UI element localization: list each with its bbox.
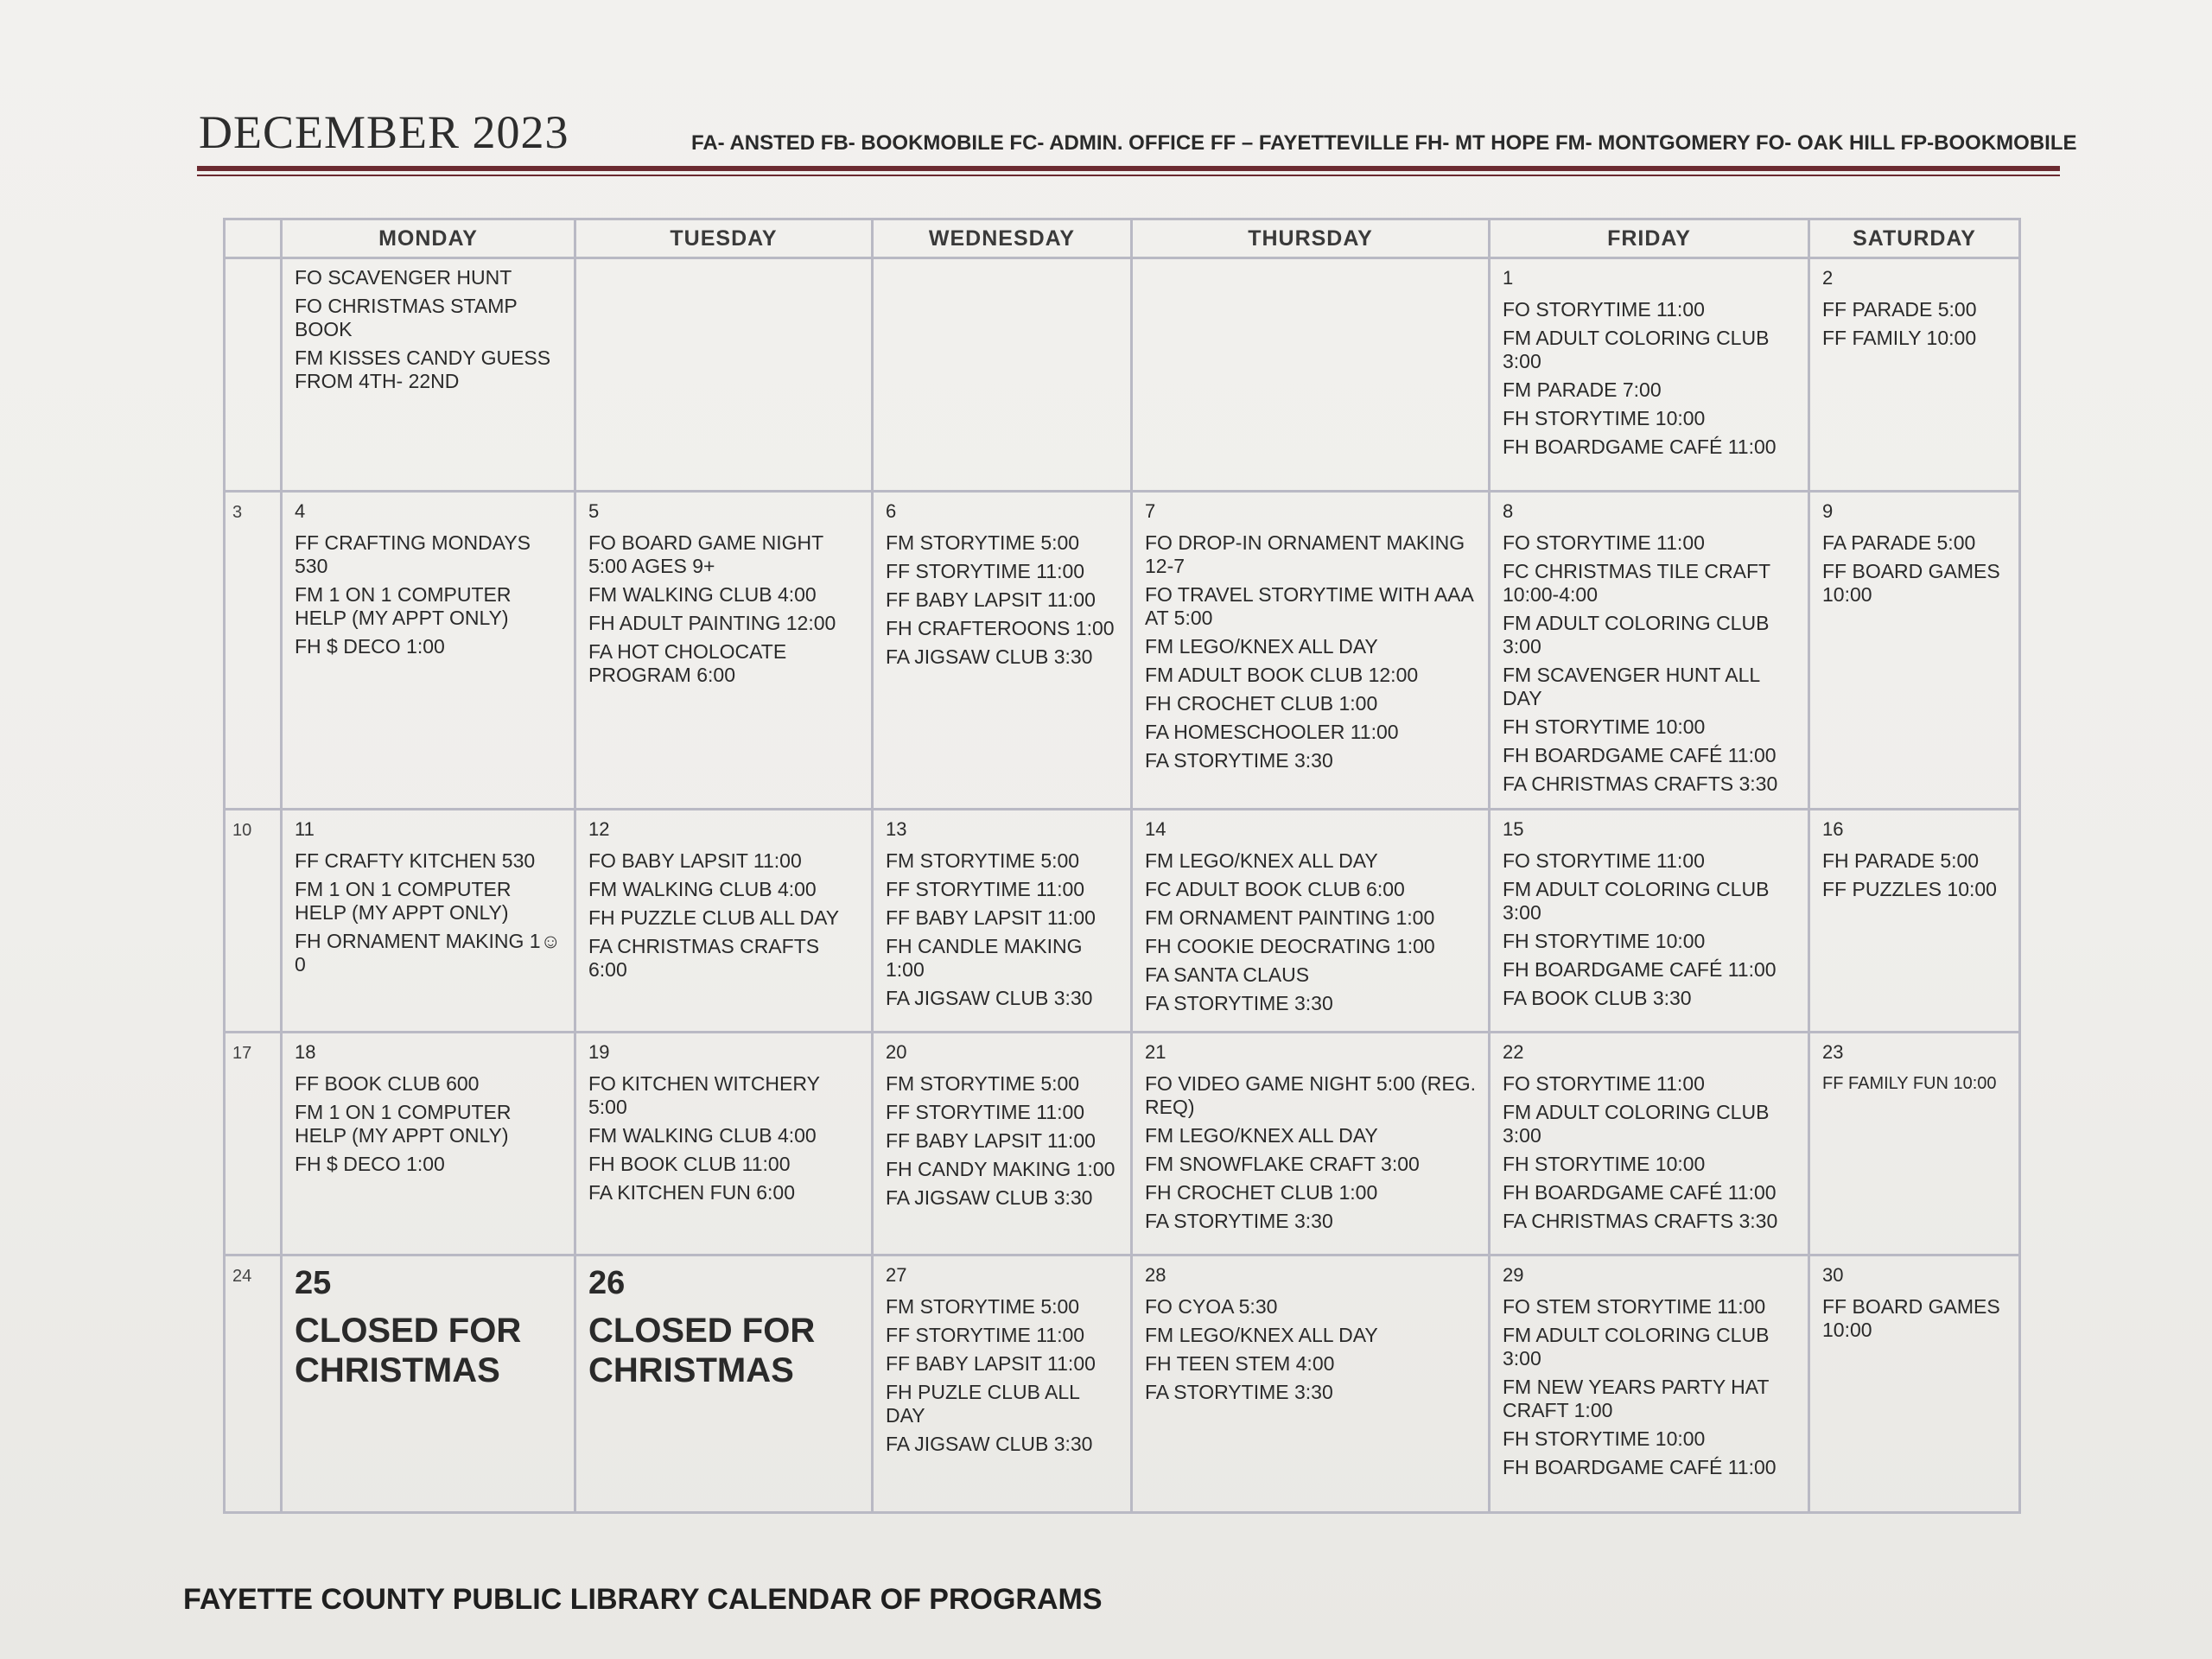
date-number: 13 xyxy=(886,818,907,840)
day-cell-fri xyxy=(1490,258,1809,492)
program-event: FF FAMILY 10:00 xyxy=(1822,327,1977,349)
program-event: FM LEGO/KNEX ALL DAY xyxy=(1145,849,1378,872)
date-number: 15 xyxy=(1503,818,1524,840)
date-number: 22 xyxy=(1503,1041,1524,1063)
program-event: FA CHRISTMAS CRAFTS 3:30 xyxy=(1503,1210,1778,1232)
program-event: FH PUZLE CLUB ALL DAY xyxy=(886,1381,1080,1427)
date-number: 30 xyxy=(1822,1264,1844,1286)
date-number: 12 xyxy=(588,818,610,840)
day-cell-fri xyxy=(1490,810,1809,1033)
program-event: FF BOOK CLUB 600 xyxy=(295,1072,480,1095)
date-number: 23 xyxy=(1822,1041,1844,1063)
sunday-cell xyxy=(225,1033,282,1255)
program-event: FH PUZZLE CLUB ALL DAY xyxy=(588,906,840,929)
date-number: 28 xyxy=(1145,1264,1166,1286)
program-event: FH BOARDGAME CAFÉ 11:00 xyxy=(1503,435,1777,458)
day-header: FRIDAY xyxy=(1490,219,1809,258)
sunday-date: 3 xyxy=(232,503,243,522)
day-cell-mon xyxy=(282,1033,575,1255)
program-event: FH $ DECO 1:00 xyxy=(295,1153,445,1175)
day-cell-mon xyxy=(282,810,575,1033)
program-event: FM NEW YEARS PARTY HAT CRAFT 1:00 xyxy=(1503,1376,1770,1421)
date-number: 19 xyxy=(588,1041,610,1063)
program-event: FF PUZZLES 10:00 xyxy=(1822,878,1997,900)
program-event: FO STEM STORYTIME 11:00 xyxy=(1503,1295,1766,1318)
program-event: FM ADULT COLORING CLUB 3:00 xyxy=(1503,878,1770,924)
closed-notice: CLOSED FOR CHRISTMAS xyxy=(295,1312,522,1389)
program-event: FM 1 ON 1 COMPUTER HELP (MY APPT ONLY) xyxy=(295,583,512,629)
program-event: FH CROCHET CLUB 1:00 xyxy=(1145,1181,1378,1204)
program-event: FA JIGSAW CLUB 3:30 xyxy=(886,1433,1093,1455)
header-rule-thin xyxy=(197,175,2060,176)
program-event: FH STORYTIME 10:00 xyxy=(1503,930,1706,952)
date-number: 9 xyxy=(1822,500,1834,522)
day-cell-wed xyxy=(873,810,1132,1033)
day-cell-mon xyxy=(282,258,575,492)
day-cell-mon xyxy=(282,492,575,810)
program-event: FM LEGO/KNEX ALL DAY xyxy=(1145,1124,1378,1147)
program-event: FA JIGSAW CLUB 3:30 xyxy=(886,1186,1093,1209)
program-event: FH ORNAMENT MAKING 1☺0 xyxy=(295,930,562,976)
program-event: FA BOOK CLUB 3:30 xyxy=(1503,987,1692,1009)
calendar-title: DECEMBER 2023 xyxy=(199,106,569,158)
program-event: FM ADULT BOOK CLUB 12:00 xyxy=(1145,664,1419,686)
date-number: 1 xyxy=(1503,267,1514,289)
program-event: FO SCAVENGER HUNT xyxy=(295,266,512,289)
program-event: FF STORYTIME 11:00 xyxy=(886,878,1085,900)
program-event: FF CRAFTY KITCHEN 530 xyxy=(295,849,536,872)
date-number: 11 xyxy=(295,818,315,840)
program-event: FO BOARD GAME NIGHT 5:00 AGES 9+ xyxy=(588,531,823,577)
program-event: FO DROP-IN ORNAMENT MAKING 12-7 xyxy=(1145,531,1465,577)
program-event: FM ADULT COLORING CLUB 3:00 xyxy=(1503,612,1770,658)
program-event: FF PARADE 5:00 xyxy=(1822,298,1977,321)
day-header: THURSDAY xyxy=(1132,219,1490,258)
program-event: FF STORYTIME 11:00 xyxy=(886,1324,1085,1346)
sunday-date: 10 xyxy=(232,821,252,840)
program-event: FM SNOWFLAKE CRAFT 3:00 xyxy=(1145,1153,1420,1175)
program-event: FC ADULT BOOK CLUB 6:00 xyxy=(1145,878,1405,900)
program-event: FH $ DECO 1:00 xyxy=(295,635,445,658)
program-event: FF FAMILY FUN 10:00 xyxy=(1822,1074,1997,1093)
day-cell-sat xyxy=(1809,1033,2020,1255)
day-cell-wed xyxy=(873,1033,1132,1255)
program-event: FC CHRISTMAS TILE CRAFT 10:00-4:00 xyxy=(1503,560,1770,606)
program-event: FM LEGO/KNEX ALL DAY xyxy=(1145,635,1378,658)
date-number: 27 xyxy=(886,1264,907,1286)
program-event: FF BABY LAPSIT 11:00 xyxy=(886,1129,1096,1152)
day-cell-tue xyxy=(575,492,873,810)
weekday-header-row xyxy=(225,219,2020,258)
day-header: MONDAY xyxy=(282,219,575,258)
program-event: FM WALKING CLUB 4:00 xyxy=(588,1124,817,1147)
sunday-header xyxy=(225,219,282,258)
day-cell-wed xyxy=(873,492,1132,810)
closed-notice: CLOSED FOR CHRISTMAS xyxy=(588,1312,816,1389)
program-event: FM STORYTIME 5:00 xyxy=(886,1295,1080,1318)
program-event: FM ADULT COLORING CLUB 3:00 xyxy=(1503,1101,1770,1147)
program-event: FM ORNAMENT PAINTING 1:00 xyxy=(1145,906,1435,929)
program-event: FO CHRISTMAS STAMP BOOK xyxy=(295,295,518,340)
day-cell-fri xyxy=(1490,1255,1809,1513)
program-event: FA HOT CHOLOCATE PROGRAM 6:00 xyxy=(588,640,787,686)
day-header: SATURDAY xyxy=(1809,219,2020,258)
program-event: FF STORYTIME 11:00 xyxy=(886,1101,1085,1123)
date-number: 25 xyxy=(295,1265,332,1301)
program-event: FH BOOK CLUB 11:00 xyxy=(588,1153,791,1175)
program-event: FM KISSES CANDY GUESS FROM 4TH- 22ND xyxy=(295,346,551,392)
day-cell-tue xyxy=(575,258,873,492)
date-number: 6 xyxy=(886,500,897,522)
week-row xyxy=(225,492,2020,810)
program-event: FH BOARDGAME CAFÉ 11:00 xyxy=(1503,744,1777,766)
date-number: 8 xyxy=(1503,500,1514,522)
sunday-cell xyxy=(225,492,282,810)
sunday-cell xyxy=(225,258,282,492)
sunday-date: 17 xyxy=(232,1044,252,1063)
footer-title: FAYETTE COUNTY PUBLIC LIBRARY CALENDAR OF PROGRAMS xyxy=(183,1583,1103,1616)
program-event: FA CHRISTMAS CRAFTS 3:30 xyxy=(1503,772,1778,795)
date-number: 14 xyxy=(1145,818,1166,840)
day-cell-thu xyxy=(1132,258,1490,492)
day-cell-tue xyxy=(575,810,873,1033)
calendar-body xyxy=(225,258,2020,1513)
program-event: FF CRAFTING MONDAYS 530 xyxy=(295,531,531,577)
date-number: 29 xyxy=(1503,1264,1524,1286)
program-event: FM WALKING CLUB 4:00 xyxy=(588,583,817,606)
program-event: FH CRAFTEROONS 1:00 xyxy=(886,617,1115,639)
program-event: FM WALKING CLUB 4:00 xyxy=(588,878,817,900)
program-event: FA STORYTIME 3:30 xyxy=(1145,749,1333,772)
program-event: FO BABY LAPSIT 11:00 xyxy=(588,849,802,872)
calendar-grid xyxy=(223,218,2021,1514)
program-event: FH BOARDGAME CAFÉ 11:00 xyxy=(1503,1181,1777,1204)
date-number: 5 xyxy=(588,500,600,522)
program-event: FH STORYTIME 10:00 xyxy=(1503,715,1706,738)
program-event: FO CYOA 5:30 xyxy=(1145,1295,1278,1318)
program-event: FH ADULT PAINTING 12:00 xyxy=(588,612,836,634)
sunday-date: 24 xyxy=(232,1267,252,1286)
program-event: FA JIGSAW CLUB 3:30 xyxy=(886,645,1093,668)
program-event: FH CANDLE MAKING 1:00 xyxy=(886,935,1083,981)
program-event: FO TRAVEL STORYTIME WITH AAA AT 5:00 xyxy=(1145,583,1473,629)
program-event: FA JIGSAW CLUB 3:30 xyxy=(886,987,1093,1009)
program-event: FH STORYTIME 10:00 xyxy=(1503,407,1706,429)
program-event: FH TEEN STEM 4:00 xyxy=(1145,1352,1335,1375)
program-event: FA KITCHEN FUN 6:00 xyxy=(588,1181,796,1204)
program-event: FO VIDEO GAME NIGHT 5:00 (REG. REQ) xyxy=(1145,1072,1476,1118)
program-event: FM ADULT COLORING CLUB 3:00 xyxy=(1503,1324,1770,1370)
week-row xyxy=(225,258,2020,492)
program-event: FM STORYTIME 5:00 xyxy=(886,849,1080,872)
program-event: FO STORYTIME 11:00 xyxy=(1503,531,1705,554)
day-cell-sat xyxy=(1809,810,2020,1033)
day-cell-thu xyxy=(1132,1033,1490,1255)
program-event: FO STORYTIME 11:00 xyxy=(1503,298,1705,321)
sunday-cell xyxy=(225,1255,282,1513)
week-row xyxy=(225,1255,2020,1513)
program-event: FH CANDY MAKING 1:00 xyxy=(886,1158,1116,1180)
day-cell-fri xyxy=(1490,492,1809,810)
day-header: WEDNESDAY xyxy=(873,219,1132,258)
program-event: FF BABY LAPSIT 11:00 xyxy=(886,588,1096,611)
program-event: FO KITCHEN WITCHERY 5:00 xyxy=(588,1072,820,1118)
sunday-cell xyxy=(225,810,282,1033)
program-event: FF BABY LAPSIT 11:00 xyxy=(886,1352,1096,1375)
program-event: FO STORYTIME 11:00 xyxy=(1503,849,1705,872)
program-event: FH STORYTIME 10:00 xyxy=(1503,1153,1706,1175)
day-cell-thu xyxy=(1132,810,1490,1033)
date-number: 4 xyxy=(295,500,306,522)
date-number: 7 xyxy=(1145,500,1156,522)
date-number: 21 xyxy=(1145,1041,1166,1063)
program-event: FA STORYTIME 3:30 xyxy=(1145,992,1333,1014)
program-event: FM STORYTIME 5:00 xyxy=(886,531,1080,554)
day-header: TUESDAY xyxy=(575,219,873,258)
program-event: FF BABY LAPSIT 11:00 xyxy=(886,906,1096,929)
program-event: FM SCAVENGER HUNT ALL DAY xyxy=(1503,664,1760,709)
program-event: FA STORYTIME 3:30 xyxy=(1145,1210,1333,1232)
day-cell-tue xyxy=(575,1255,873,1513)
program-event: FH BOARDGAME CAFÉ 11:00 xyxy=(1503,1456,1777,1478)
day-cell-wed xyxy=(873,1255,1132,1513)
date-number: 18 xyxy=(295,1041,316,1063)
program-event: FH STORYTIME 10:00 xyxy=(1503,1427,1706,1450)
day-cell-sat xyxy=(1809,492,2020,810)
program-event: FM STORYTIME 5:00 xyxy=(886,1072,1080,1095)
day-cell-thu xyxy=(1132,1255,1490,1513)
program-event: FM PARADE 7:00 xyxy=(1503,378,1662,401)
program-event: FA HOMESCHOOLER 11:00 xyxy=(1145,721,1399,743)
program-event: FH BOARDGAME CAFÉ 11:00 xyxy=(1503,958,1777,981)
program-event: FH COOKIE DEOCRATING 1:00 xyxy=(1145,935,1435,957)
day-cell-mon xyxy=(282,1255,575,1513)
header-rule xyxy=(197,166,2060,171)
week-row xyxy=(225,1033,2020,1255)
branch-legend: FA- ANSTED FB- BOOKMOBILE FC- ADMIN. OFFICE FF – FAYETTEVILLE FH- MT HOPE FM- MONTGOMERY FO- OAK HILL FP-BOOKMOBILE xyxy=(691,131,2077,155)
program-event: FA PARADE 5:00 xyxy=(1822,531,1976,554)
program-event: FH PARADE 5:00 xyxy=(1822,849,1980,872)
program-event: FM ADULT COLORING CLUB 3:00 xyxy=(1503,327,1770,372)
day-cell-fri xyxy=(1490,1033,1809,1255)
week-row xyxy=(225,810,2020,1033)
date-number: 16 xyxy=(1822,818,1844,840)
date-number: 26 xyxy=(588,1265,626,1301)
program-event: FM 1 ON 1 COMPUTER HELP (MY APPT ONLY) xyxy=(295,878,512,924)
program-event: FA STORYTIME 3:30 xyxy=(1145,1381,1333,1403)
program-event: FF BOARD GAMES 10:00 xyxy=(1822,1295,2000,1341)
program-event: FF STORYTIME 11:00 xyxy=(886,560,1085,582)
program-event: FM LEGO/KNEX ALL DAY xyxy=(1145,1324,1378,1346)
program-event: FM 1 ON 1 COMPUTER HELP (MY APPT ONLY) xyxy=(295,1101,512,1147)
day-cell-wed xyxy=(873,258,1132,492)
day-cell-sat xyxy=(1809,258,2020,492)
program-event: FO STORYTIME 11:00 xyxy=(1503,1072,1705,1095)
day-cell-thu xyxy=(1132,492,1490,810)
program-event: FH CROCHET CLUB 1:00 xyxy=(1145,692,1378,715)
program-event: FA SANTA CLAUS xyxy=(1145,963,1310,986)
program-event: FA CHRISTMAS CRAFTS 6:00 xyxy=(588,935,820,981)
date-number: 2 xyxy=(1822,267,1834,289)
program-event: FF BOARD GAMES 10:00 xyxy=(1822,560,2000,606)
date-number: 20 xyxy=(886,1041,907,1063)
day-cell-tue xyxy=(575,1033,873,1255)
day-cell-sat xyxy=(1809,1255,2020,1513)
